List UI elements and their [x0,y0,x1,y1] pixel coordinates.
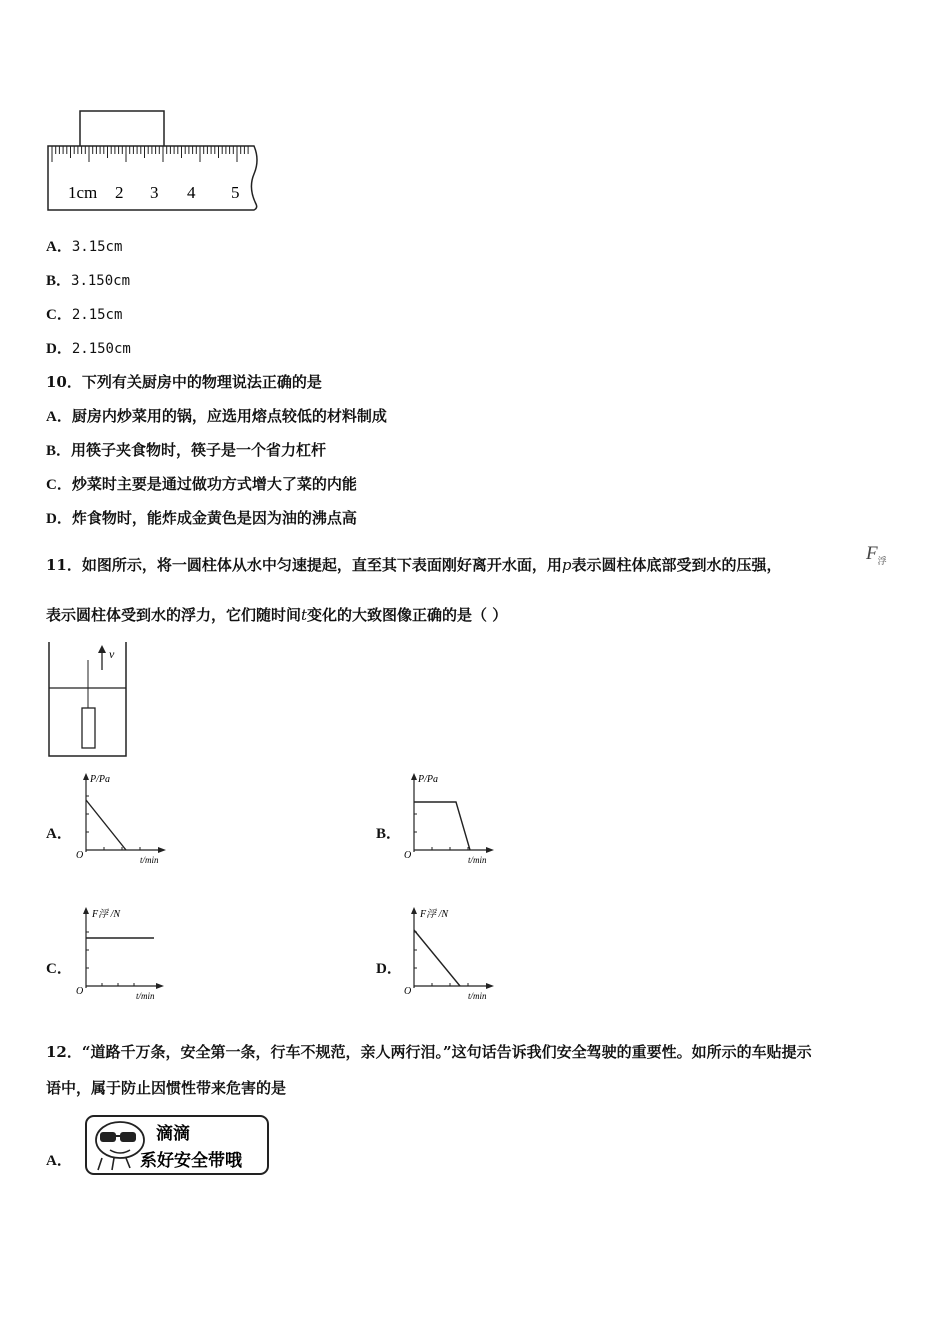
origin-label: O [76,986,84,997]
sticker-line2: 系好安全带哦 [140,1151,242,1170]
arrow-head-icon [98,645,106,653]
x-label: t/min [140,855,159,865]
beaker-figure [46,640,130,760]
q11-stem-text4: 变化的大致图像正确的是（ ） [307,606,508,624]
ruler-label-3: 3 [150,183,159,202]
option-text: 2.150cm [71,341,131,357]
q12-stem-line2: 语中，属于防止因惯性带来危害的是 [46,1079,287,1097]
q11-option-c-label: C． [46,961,72,977]
pressure-symbol: p [561,556,572,574]
option-label: A． [46,409,72,425]
ruler-figure [44,108,264,216]
option-text: 厨房内炒菜用的锅，应选用熔点较低的材料制成 [71,407,387,425]
q11-stem-line2 [46,605,507,625]
y-arrow-icon [83,907,89,914]
sunglasses-left-icon [100,1132,116,1142]
option-text: 炸食物时，能炸成金黄色是因为油的沸点高 [71,509,357,527]
option-text: 3.15cm [71,239,123,255]
q11-stem-line1 [46,555,782,575]
graph-a [74,770,174,866]
q9-option-a [46,236,122,257]
ruler-label-5: 5 [231,183,240,202]
car-sticker-figure [84,1112,272,1178]
q11-stem-text2: 表示圆柱体底部受到水的压强， [571,556,782,574]
x-arrow-icon [486,983,494,989]
q10-option-c [46,474,357,495]
velocity-label: v [109,647,115,661]
sunglasses-right-icon [120,1132,136,1142]
ruler-label-4: 4 [187,183,196,202]
q10-option-b [46,440,326,461]
x-arrow-icon [156,983,164,989]
q11-stem-text1: 11．如图所示，将一圆柱体从水中匀速提起，直至其下表面刚好离开水面，用 [46,556,562,574]
option-label: A． [46,239,72,255]
graph-c [74,904,174,1002]
y-label: P/Pa [90,774,110,785]
option-text: 2.15cm [71,307,123,323]
option-label: C． [46,307,72,323]
option-label: B． [46,443,72,459]
y-label: F浮 /N [420,909,449,920]
x-arrow-icon [486,847,494,853]
option-label: B． [46,273,72,289]
ruler-label-1: 1cm [68,183,98,202]
origin-label: O [404,986,412,997]
x-label: t/min [136,991,155,1001]
q11-option-d-label: D． [376,961,402,977]
x-label: t/min [468,991,487,1001]
q10-option-d [46,508,357,529]
origin-label: O [76,850,84,861]
y-arrow-icon [411,907,417,914]
y-label: P/Pa [418,774,438,785]
q12-option-a-label: A． [46,1153,72,1169]
option-text: 用筷子夹食物时，筷子是一个省力杠杆 [71,441,327,459]
ruler-label-2: 2 [115,183,124,202]
x-label: t/min [468,855,487,865]
measured-block [80,111,164,147]
graph-b [402,770,502,866]
option-text: 炒菜时主要是通过做功方式增大了菜的内能 [71,475,357,493]
option-label: C． [46,477,72,493]
y-arrow-icon [83,773,89,780]
x-arrow-icon [158,847,166,853]
y-label: F浮 /N [92,909,121,920]
f-subscript: 浮 [877,555,887,566]
f-letter: F [866,543,878,564]
graph-d [402,904,502,1002]
sticker-line1: 滴滴 [156,1124,190,1143]
q11-option-a-label: A． [46,826,72,842]
graph-line [86,800,126,850]
q11-option-b-label: B． [376,826,402,842]
q11-stem-text3: 表示圆柱体受到水的浮力，它们随时间 [46,606,302,624]
option-text: 3.150cm [71,273,131,289]
time-symbol: t [301,606,308,624]
q10-option-a [46,406,387,427]
option-label: D． [46,341,72,357]
option-label: D． [46,511,72,527]
q9-option-c [46,304,122,325]
graph-line [414,930,460,986]
q12-stem-line1: 12．“道路千万条，安全第一条，行车不规范，亲人两行泪。”这句话告诉我们安全驾驶的重要性。如所示的车贴提示 [46,1043,812,1061]
origin-label: O [404,850,412,861]
cylinder [82,708,95,748]
q9-option-d [46,338,131,359]
q9-option-b [46,270,130,291]
q10-stem: 10．下列有关厨房中的物理说法正确的是 [46,373,322,391]
buoyancy-symbol [866,543,887,567]
y-arrow-icon [411,773,417,780]
graph-line [414,802,470,850]
